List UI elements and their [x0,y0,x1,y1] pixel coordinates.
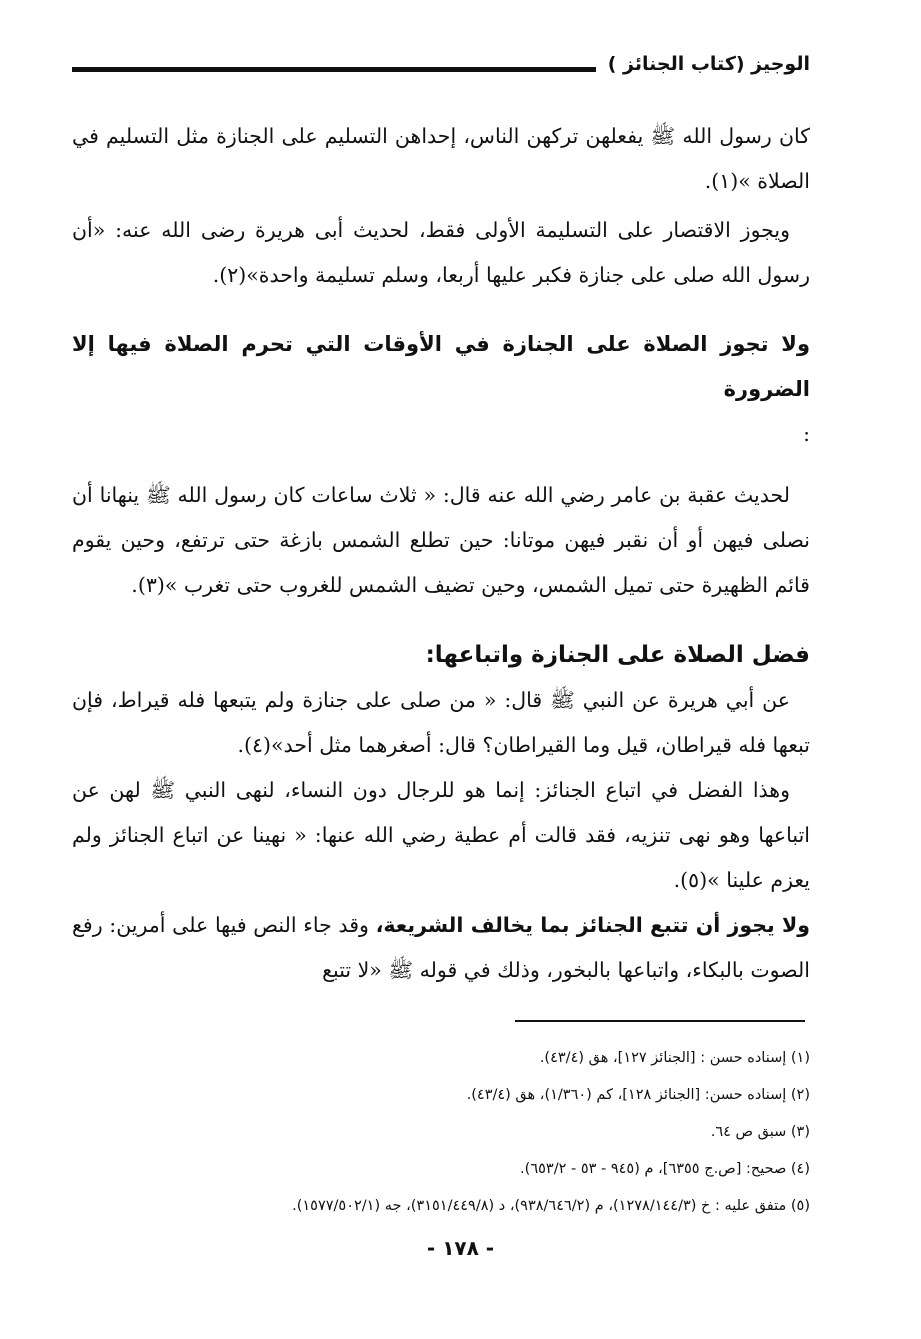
footnote: (٢) إسناده حسن: [الجنائز ١٢٨]، كم (١/٣٦٠)، هق (٤٣/٤). [466,1087,810,1103]
footnote: (١) إسناده حسن : [الجنائز ١٢٧]، هق (٤٣/٤). [539,1050,810,1066]
section-heading: ولا تجوز الصلاة على الجنازة في الأوقات التي تحرم الصلاة فيها إلا الضرورة [72,332,810,401]
paragraph-continuation: وقد جاء النص فيها على أمرين: رفع الصوت بالبكاء، واتباعها بالبخور، وذلك في قوله ﷺ «لا تتبع [72,913,810,982]
footnote-rule [515,1020,805,1022]
running-header [72,48,810,80]
paragraph: كان رسول الله ﷺ يفعلهن تركهن الناس، إحداهن التسليم على الجنازة مثل التسليم في الصلاة »(١). [72,124,810,193]
footnote: (٣) سبق ص ٦٤. [710,1124,810,1140]
paragraph: لحديث عقبة بن عامر رضي الله عنه قال: « ثلاث ساعات كان رسول الله ﷺ ينهانا أن نصلى فيهن أو أن نقبر فيهن موتانا: حين تطلع الشمس بازغة حتى ترتفع، وحين يقوم قائم الظهيرة حتى تميل الشمس، وحين تضيف الشمس للغروب حتى تغرب »(٣). [72,483,810,597]
paragraph: عن أبي هريرة عن النبي ﷺ قال: « من صلى على جنازة ولم يتبعها فله قيراط، فإن تبعها فله قيراطان، قيل وما القيراطان؟ قال: أصغرهما مثل أحد»(٤). [72,688,810,757]
heading-colon: : [803,422,810,446]
page-number: - ١٧٨ - [426,1236,495,1260]
header-rule [72,67,596,72]
footnote: (٤) صحيح: [ص.ج ٦٣٥٥]، م (٩٤٥ - ٥٣ - ٦٥٣/٢). [520,1161,810,1177]
header-title: الوجيز (كتاب الجنائز ) [607,53,810,75]
footnotes [72,1040,810,1225]
footnote: (٥) متفق عليه : خ (١٢٧٨/١٤٤/٣)، م (٩٣٨/٦٤٦/٢)، د (٣١٥١/٤٤٩/٨)، جه (١٥٧٧/٥٠٢/١). [292,1198,810,1214]
main-text [72,114,810,993]
bold-statement: ولا يجوز أن تتبع الجنائز بما يخالف الشريعة، [375,913,810,937]
paragraph: ويجوز الاقتصار على التسليمة الأولى فقط، لحديث أبى هريرة رضى الله عنه: «أن رسول الله صلى على جنازة فكبر عليها أربعا، وسلم تسليمة واحدة»(٢). [72,218,810,287]
section-heading: فضل الصلاة على الجنازة واتباعها: [425,642,810,668]
paragraph [72,903,810,993]
paragraph: وهذا الفضل في اتباع الجنائز: إنما هو للرجال دون النساء، لنهى النبي ﷺ لهن عن اتباعها وهو نهى تنزيه، فقد قالت أم عطية رضي الله عنها: « نهينا عن اتباع الجنائز ولم يعزم علينا »(٥). [72,778,810,892]
